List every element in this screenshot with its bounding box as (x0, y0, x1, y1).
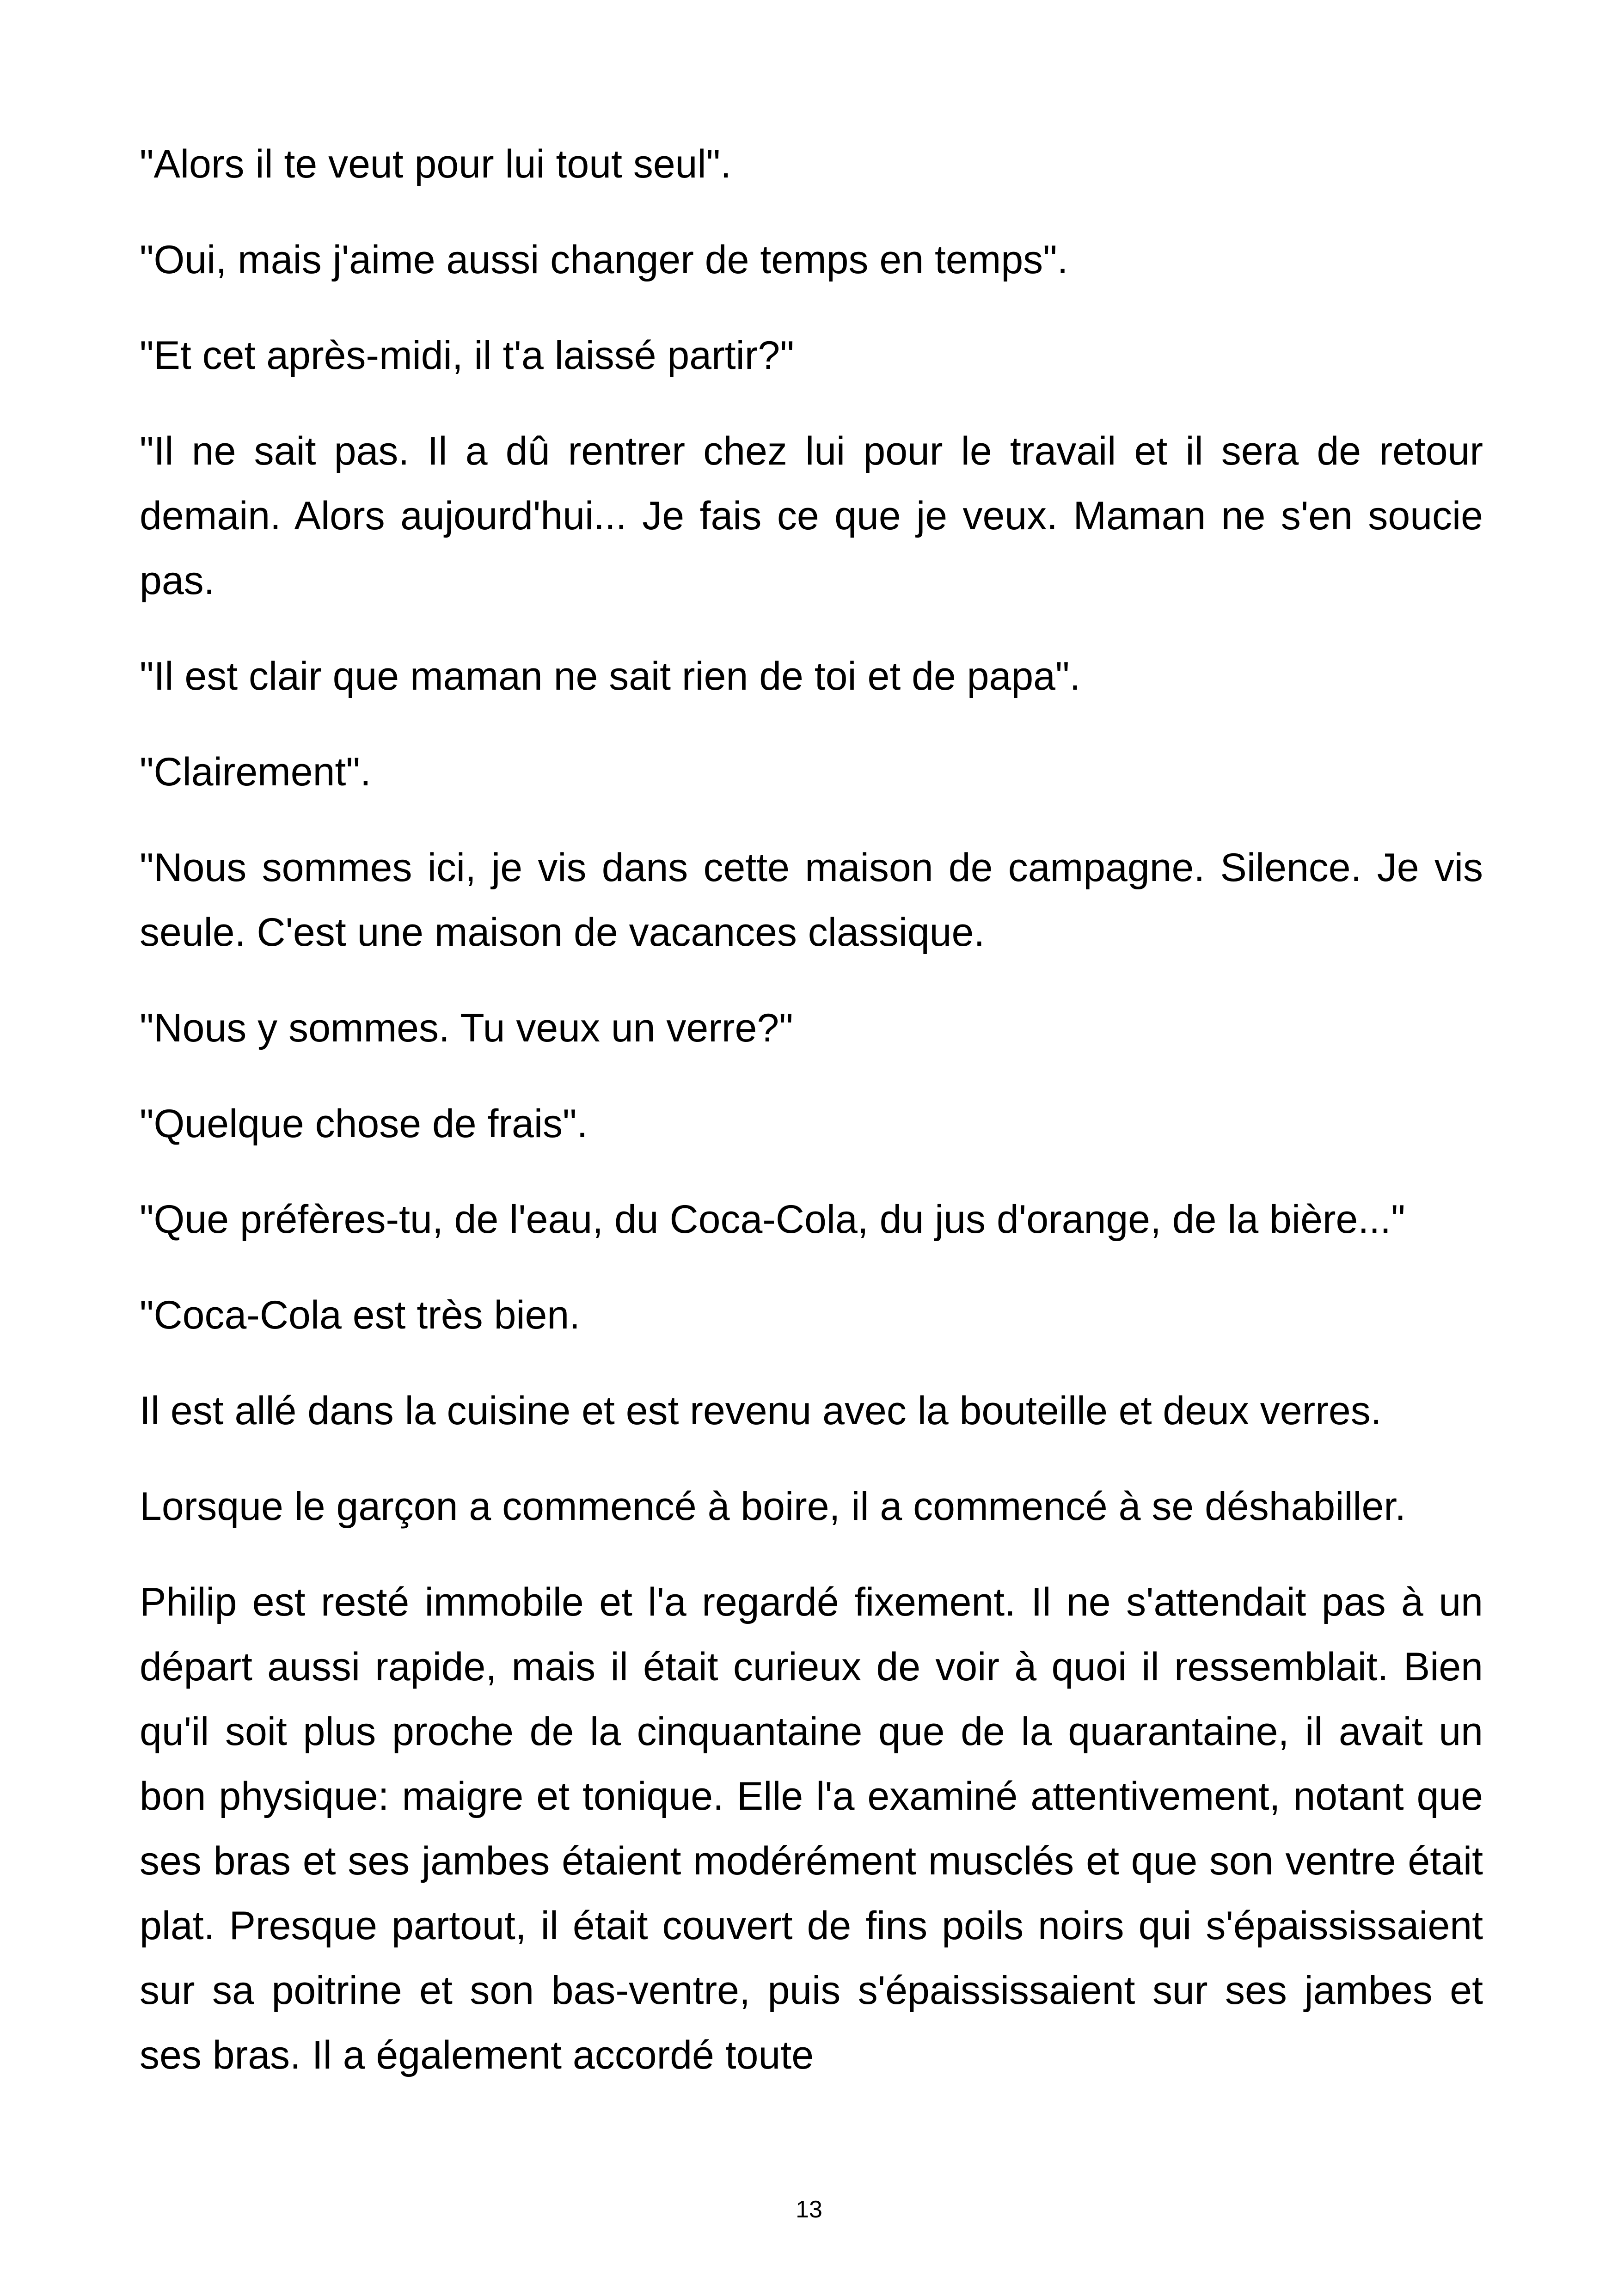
paragraph: "Et cet après-midi, il t'a laissé partir?" (140, 333, 794, 378)
paragraph: "Nous y sommes. Tu veux un verre?" (140, 1006, 793, 1050)
paragraph: "Il ne sait pas. Il a dû rentrer chez lui pour le travail et il sera de retour demain. Alors aujourd'hui... Je fais ce que je veux. Maman ne s'en soucie pas. (140, 429, 1494, 603)
paragraph: Il est allé dans la cuisine et est revenu avec la bouteille et deux verres. (140, 1389, 1382, 1433)
paragraph: "Oui, mais j'aime aussi changer de temps en temps". (140, 238, 1068, 282)
paragraph: "Coca-Cola est très bien. (140, 1293, 581, 1337)
paragraph: "Il est clair que maman ne sait rien de toi et de papa". (140, 654, 1081, 698)
paragraph: "Alors il te veut pour lui tout seul". (140, 142, 732, 186)
paragraph: "Nous sommes ici, je vis dans cette maison de campagne. Silence. Je vis seule. C'est une maison de vacances classique. (140, 845, 1494, 955)
paragraph: "Que préfères-tu, de l'eau, du Coca-Cola, du jus d'orange, de la bière..." (140, 1197, 1405, 1242)
paragraph: Lorsque le garçon a commencé à boire, il a commencé à se déshabiller. (140, 1484, 1406, 1529)
body-text (140, 132, 1494, 2118)
paragraph: Philip est resté immobile et l'a regardé fixement. Il ne s'attendait pas à un départ aussi rapide, mais il était curieux de voir à quoi il ressemblait. Bien qu'il soit plus proche de la cinquantaine que de la quarantaine, il avait un bon physique: maigre et tonique. Elle l'a examiné attentivement, notant que ses bras et ses jambes étaient modérément musclés et que son ventre était plat. Presque partout, il était couvert de fins poils noirs qui s'épaississaient sur sa poitrine et son bas-ventre, puis s'épaississaient sur ses jambes et ses bras. Il a également accordé toute (140, 1580, 1494, 2077)
paragraph: "Clairement". (140, 750, 371, 794)
page-number: 13 (796, 2196, 822, 2223)
paragraph: "Quelque chose de frais". (140, 1102, 588, 1146)
